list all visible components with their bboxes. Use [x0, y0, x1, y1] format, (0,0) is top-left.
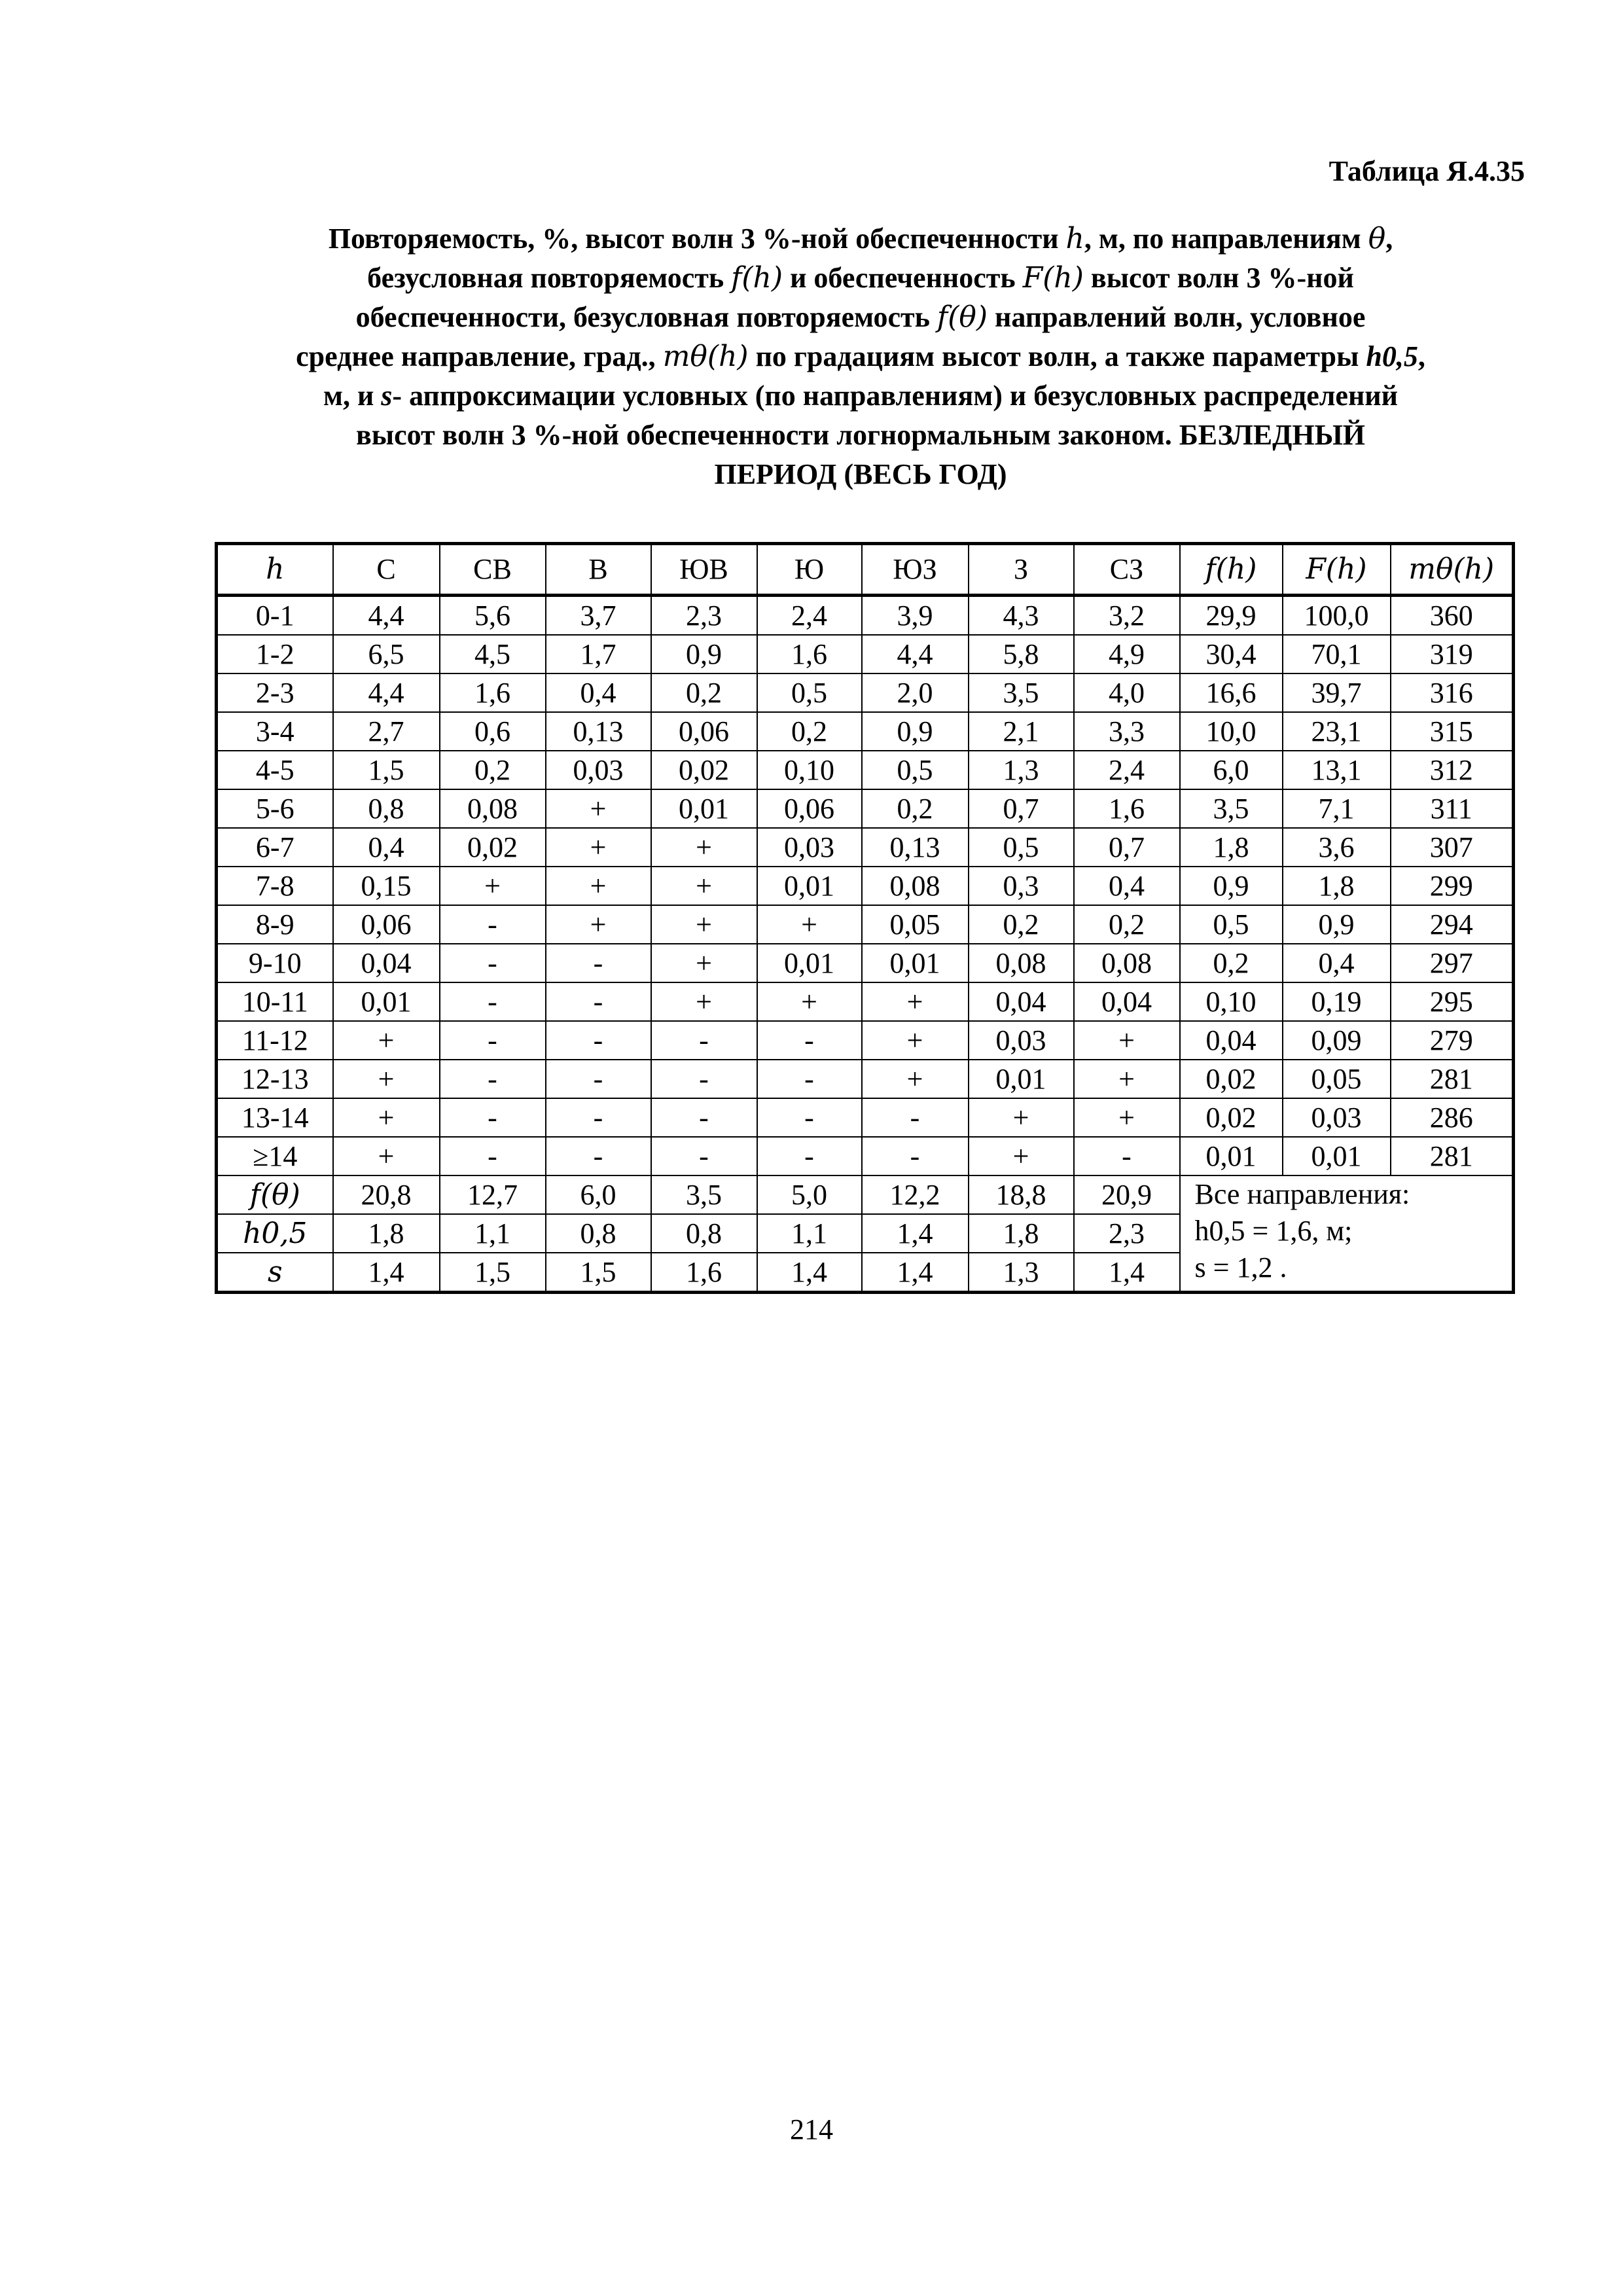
table-cell: + [862, 1060, 969, 1098]
table-cell: - [862, 1137, 969, 1175]
table-cell: 0,10 [1180, 982, 1283, 1021]
table-row [217, 828, 1514, 867]
table-cell: 311 [1391, 789, 1514, 828]
caption-text: , [1418, 340, 1425, 372]
table-cell: 0,02 [440, 828, 546, 867]
table-cell: + [546, 867, 651, 905]
table-cell: + [969, 1137, 1074, 1175]
caption-line [209, 376, 1512, 416]
row-label: 12-13 [217, 1060, 333, 1098]
caption-text: ПЕРИОД (ВЕСЬ ГОД) [714, 458, 1007, 490]
row-label: s [217, 1253, 333, 1293]
table-cell: + [757, 905, 862, 944]
table-cell: 0,01 [757, 867, 862, 905]
row-label: h0,5 [217, 1214, 333, 1253]
table-row [217, 867, 1514, 905]
table-cell: 23,1 [1283, 712, 1391, 751]
table-cell: 1,8 [1283, 867, 1391, 905]
table-cell: 294 [1391, 905, 1514, 944]
caption-text: , м, по направлениям [1084, 223, 1368, 255]
table-cell: + [1074, 1060, 1180, 1098]
table-cell: + [757, 982, 862, 1021]
column-header: ЮЗ [862, 544, 969, 596]
table-cell: 3,3 [1074, 712, 1180, 751]
table-cell: 4,5 [440, 635, 546, 673]
table-cell: 4,3 [969, 596, 1074, 636]
table-cell: - [546, 982, 651, 1021]
table-cell: 2,4 [1074, 751, 1180, 789]
row-label: 6-7 [217, 828, 333, 867]
row-label: 1-2 [217, 635, 333, 673]
summary-line: h0,5 = 1,6, м; [1194, 1215, 1353, 1247]
table-cell: 0,04 [1180, 1021, 1283, 1060]
table-row [217, 712, 1514, 751]
table-row [217, 905, 1514, 944]
caption-line [209, 455, 1512, 494]
table-cell: 0,2 [1074, 905, 1180, 944]
table-cell: 0,2 [969, 905, 1074, 944]
table-cell: 0,03 [1283, 1098, 1391, 1137]
table-header [217, 544, 1514, 596]
table-cell: 2,3 [1074, 1214, 1180, 1253]
table-cell: 0,9 [651, 635, 757, 673]
table-cell: 0,02 [1180, 1060, 1283, 1098]
table-cell: 1,8 [969, 1214, 1074, 1253]
table-cell: - [440, 1098, 546, 1137]
table-cell: 3,9 [862, 596, 969, 636]
caption-math: F(h) [1022, 261, 1084, 295]
table-cell: 0,08 [1074, 944, 1180, 982]
caption-text: безусловная повторяемость [367, 262, 732, 294]
caption-math: h [1065, 222, 1084, 255]
caption-text: и обеспеченность [783, 262, 1023, 294]
table-row [217, 1021, 1514, 1060]
table-cell: + [651, 828, 757, 867]
table-cell: 18,8 [969, 1175, 1074, 1214]
header-row [217, 544, 1514, 596]
table-cell: 286 [1391, 1098, 1514, 1137]
row-label: 13-14 [217, 1098, 333, 1137]
table-cell: 2,3 [651, 596, 757, 636]
table-cell: 12,7 [440, 1175, 546, 1214]
table-cell: 1,5 [440, 1253, 546, 1293]
table-cell: 1,6 [440, 673, 546, 712]
table-cell: 1,3 [969, 751, 1074, 789]
table-cell: 0,03 [757, 828, 862, 867]
wave-height-table [215, 542, 1515, 1294]
table-cell: 30,4 [1180, 635, 1283, 673]
column-header: С [333, 544, 440, 596]
table-cell: 0,9 [1180, 867, 1283, 905]
table-cell: - [440, 944, 546, 982]
table-row [217, 751, 1514, 789]
table-cell: + [1074, 1098, 1180, 1137]
table-cell: 0,4 [1074, 867, 1180, 905]
table-cell: 0,01 [651, 789, 757, 828]
table-cell: 0,01 [1283, 1137, 1391, 1175]
row-label: f(θ) [217, 1175, 333, 1214]
table-cell: 0,2 [440, 751, 546, 789]
table-cell: 0,4 [333, 828, 440, 867]
table-cell: 0,5 [1180, 905, 1283, 944]
summary-line: s = 1,2 . [1194, 1251, 1287, 1283]
table-cell: 0,04 [1074, 982, 1180, 1021]
caption-line [209, 219, 1512, 259]
table-cell: 2,1 [969, 712, 1074, 751]
table-cell: 4,4 [333, 673, 440, 712]
table-cell: 0,04 [969, 982, 1074, 1021]
table-cell: 1,7 [546, 635, 651, 673]
table-cell: + [862, 1021, 969, 1060]
row-label: 3-4 [217, 712, 333, 751]
table-cell: 360 [1391, 596, 1514, 636]
table-cell: 0,13 [862, 828, 969, 867]
table-cell: 1,1 [440, 1214, 546, 1253]
table-cell: 1,3 [969, 1253, 1074, 1293]
table-cell: 279 [1391, 1021, 1514, 1060]
table-cell: 0,5 [862, 751, 969, 789]
table-cell: 0,2 [862, 789, 969, 828]
table-cell: + [546, 789, 651, 828]
table-row [217, 1060, 1514, 1098]
column-header: h [217, 544, 333, 596]
table-cell: 1,6 [651, 1253, 757, 1293]
table-cell: - [757, 1060, 862, 1098]
column-header: F(h) [1283, 544, 1391, 596]
table-cell: 1,4 [757, 1253, 862, 1293]
caption-math: f(θ) [936, 300, 988, 334]
table-cell: 1,5 [333, 751, 440, 789]
table-cell: 0,19 [1283, 982, 1391, 1021]
table-cell: 0,01 [757, 944, 862, 982]
table-cell: 4,9 [1074, 635, 1180, 673]
table-row [217, 596, 1514, 636]
table-cell: 312 [1391, 751, 1514, 789]
table-cell: 0,02 [1180, 1098, 1283, 1137]
table-cell: 0,13 [546, 712, 651, 751]
table-cell: 6,0 [546, 1175, 651, 1214]
table-cell: 281 [1391, 1137, 1514, 1175]
table-cell: 5,6 [440, 596, 546, 636]
row-label: 8-9 [217, 905, 333, 944]
table-cell: 1,4 [1074, 1253, 1180, 1293]
table-body [217, 596, 1514, 1293]
table-cell: + [1074, 1021, 1180, 1060]
caption-line [209, 337, 1512, 376]
table-cell: 0,7 [969, 789, 1074, 828]
table-cell: 3,6 [1283, 828, 1391, 867]
table-cell: 0,8 [333, 789, 440, 828]
table-cell: 0,04 [333, 944, 440, 982]
table-cell: - [440, 1060, 546, 1098]
table-cell: 10,0 [1180, 712, 1283, 751]
caption-text: среднее направление, град., [296, 340, 663, 372]
row-label: 11-12 [217, 1021, 333, 1060]
table-cell: 0,02 [651, 751, 757, 789]
table-cell: 0,10 [757, 751, 862, 789]
row-label: 0-1 [217, 596, 333, 636]
table-cell: 0,06 [757, 789, 862, 828]
table-cell: 281 [1391, 1060, 1514, 1098]
table-cell: 0,4 [1283, 944, 1391, 982]
table-cell: - [862, 1098, 969, 1137]
caption-line [209, 298, 1512, 337]
table-cell: 13,1 [1283, 751, 1391, 789]
column-header: СВ [440, 544, 546, 596]
caption-text: высот волн 3 %-ной [1083, 262, 1354, 294]
table-cell: - [546, 1060, 651, 1098]
caption-text: по градациям высот волн, а также параметры [748, 340, 1366, 372]
table-cell: - [546, 944, 651, 982]
table-cell: - [440, 1137, 546, 1175]
table-caption [209, 219, 1512, 494]
column-header: В [546, 544, 651, 596]
table-cell: 315 [1391, 712, 1514, 751]
table-cell: - [440, 905, 546, 944]
table-cell: + [862, 982, 969, 1021]
table-row [217, 635, 1514, 673]
table-cell: - [651, 1098, 757, 1137]
column-header: mθ(h) [1391, 544, 1514, 596]
table-cell: 20,9 [1074, 1175, 1180, 1214]
table-cell: 4,4 [862, 635, 969, 673]
table-cell: 0,8 [651, 1214, 757, 1253]
table-row [217, 789, 1514, 828]
table-cell: - [651, 1060, 757, 1098]
table-cell: 0,01 [862, 944, 969, 982]
table-cell: 307 [1391, 828, 1514, 867]
table-label: Таблица Я.4.35 [1329, 155, 1525, 187]
table-cell: + [651, 905, 757, 944]
table-cell: 316 [1391, 673, 1514, 712]
table-cell: 2,7 [333, 712, 440, 751]
table-cell: - [651, 1137, 757, 1175]
table-cell: + [333, 1021, 440, 1060]
row-label: 9-10 [217, 944, 333, 982]
table-cell: 0,01 [1180, 1137, 1283, 1175]
table-cell: 20,8 [333, 1175, 440, 1214]
table-cell: 1,8 [333, 1214, 440, 1253]
table-row [217, 982, 1514, 1021]
table-cell: 3,5 [1180, 789, 1283, 828]
table-cell: 1,4 [862, 1214, 969, 1253]
table-cell: 0,7 [1074, 828, 1180, 867]
table-cell: 0,06 [333, 905, 440, 944]
row-label: 5-6 [217, 789, 333, 828]
table-cell: + [333, 1060, 440, 1098]
table-cell: - [546, 1098, 651, 1137]
table-cell: 0,03 [969, 1021, 1074, 1060]
table-cell: 0,08 [862, 867, 969, 905]
row-label: ≥14 [217, 1137, 333, 1175]
caption-text: направлений волн, условное [988, 301, 1366, 333]
caption-text: , [1385, 223, 1393, 255]
table-cell: + [333, 1098, 440, 1137]
caption-math: s [381, 380, 393, 412]
table-cell: + [969, 1098, 1074, 1137]
caption-math: θ [1368, 222, 1386, 255]
table-cell: + [546, 905, 651, 944]
table-cell: 2,0 [862, 673, 969, 712]
column-header: СЗ [1074, 544, 1180, 596]
table-cell: - [651, 1021, 757, 1060]
caption-text: - аппроксимации условных (по направлениям) и безусловных распределений [392, 380, 1399, 412]
table-cell: 0,9 [1283, 905, 1391, 944]
table-cell: - [546, 1137, 651, 1175]
table-cell: 29,9 [1180, 596, 1283, 636]
caption-line [209, 259, 1512, 298]
table-cell: 319 [1391, 635, 1514, 673]
table-cell: 3,5 [651, 1175, 757, 1214]
caption-text: обеспеченности, безусловная повторяемость [355, 301, 937, 333]
table-cell: 0,4 [546, 673, 651, 712]
table-cell: 1,4 [862, 1253, 969, 1293]
table-cell: 0,01 [333, 982, 440, 1021]
table-cell: 0,2 [757, 712, 862, 751]
table-cell: 1,6 [757, 635, 862, 673]
table-row [217, 673, 1514, 712]
table-cell: 4,0 [1074, 673, 1180, 712]
row-label: 7-8 [217, 867, 333, 905]
table-cell: 0,05 [1283, 1060, 1391, 1098]
table-cell: 0,15 [333, 867, 440, 905]
table-cell: 3,7 [546, 596, 651, 636]
table-row [217, 1098, 1514, 1137]
table-cell: 5,8 [969, 635, 1074, 673]
table-cell: 16,6 [1180, 673, 1283, 712]
table-cell: - [1074, 1137, 1180, 1175]
row-label: 4-5 [217, 751, 333, 789]
caption-text: высот волн 3 %-ной обеспеченности логнормальным законом. БЕЗЛЕДНЫЙ [355, 419, 1366, 451]
table-cell: 0,5 [969, 828, 1074, 867]
row-label: 2-3 [217, 673, 333, 712]
table-cell: 1,5 [546, 1253, 651, 1293]
table-cell: - [546, 1021, 651, 1060]
table-cell: - [757, 1137, 862, 1175]
table-row [217, 944, 1514, 982]
table-cell: 0,08 [440, 789, 546, 828]
table-cell: 295 [1391, 982, 1514, 1021]
table-cell: 2,4 [757, 596, 862, 636]
table-cell: 6,0 [1180, 751, 1283, 789]
row-label: 10-11 [217, 982, 333, 1021]
table-cell: + [651, 867, 757, 905]
table-cell: - [757, 1098, 862, 1137]
table-cell: + [651, 944, 757, 982]
table-cell: 299 [1391, 867, 1514, 905]
table-cell: 0,05 [862, 905, 969, 944]
table-cell: 3,2 [1074, 596, 1180, 636]
page-number: 214 [790, 2113, 833, 2145]
table-cell: 4,4 [333, 596, 440, 636]
table-cell: 12,2 [862, 1175, 969, 1214]
caption-line [209, 416, 1512, 455]
table-cell: 39,7 [1283, 673, 1391, 712]
table-cell: + [546, 828, 651, 867]
table-cell: 100,0 [1283, 596, 1391, 636]
table-cell: 0,09 [1283, 1021, 1391, 1060]
table-cell: 0,2 [651, 673, 757, 712]
table-cell: 0,01 [969, 1060, 1074, 1098]
table-cell: - [440, 982, 546, 1021]
table-cell: - [440, 1021, 546, 1060]
table-cell: 0,5 [757, 673, 862, 712]
table-cell: 7,1 [1283, 789, 1391, 828]
table-row [217, 1137, 1514, 1175]
all-directions-summary [1180, 1175, 1514, 1293]
table-cell: + [651, 982, 757, 1021]
table-cell: + [440, 867, 546, 905]
table-cell: 3,5 [969, 673, 1074, 712]
table-cell: 5,0 [757, 1175, 862, 1214]
table-cell: 1,6 [1074, 789, 1180, 828]
table-cell: 6,5 [333, 635, 440, 673]
table-cell: 1,1 [757, 1214, 862, 1253]
table-cell: 297 [1391, 944, 1514, 982]
column-header: Ю [757, 544, 862, 596]
table-cell: 0,6 [440, 712, 546, 751]
table-cell: 0,06 [651, 712, 757, 751]
column-header: ЮВ [651, 544, 757, 596]
caption-math: mθ(h) [662, 340, 749, 373]
caption-math: h0,5 [1366, 340, 1418, 372]
table-cell: 0,03 [546, 751, 651, 789]
table-cell: 1,4 [333, 1253, 440, 1293]
table-row [217, 1175, 1514, 1214]
table-cell: 0,08 [969, 944, 1074, 982]
table-cell: - [757, 1021, 862, 1060]
caption-text: м, и [323, 380, 382, 412]
table-cell: 0,9 [862, 712, 969, 751]
table-cell: 70,1 [1283, 635, 1391, 673]
caption-math: f(h) [731, 261, 783, 295]
column-header: f(h) [1180, 544, 1283, 596]
table-cell: 1,8 [1180, 828, 1283, 867]
column-header: З [969, 544, 1074, 596]
caption-text: Повторяемость, %, высот волн 3 %-ной обеспеченности [328, 223, 1066, 255]
table-cell: 0,8 [546, 1214, 651, 1253]
summary-line: Все направления: [1194, 1178, 1410, 1210]
table-cell: 0,2 [1180, 944, 1283, 982]
table-cell: + [333, 1137, 440, 1175]
table-cell: 0,3 [969, 867, 1074, 905]
